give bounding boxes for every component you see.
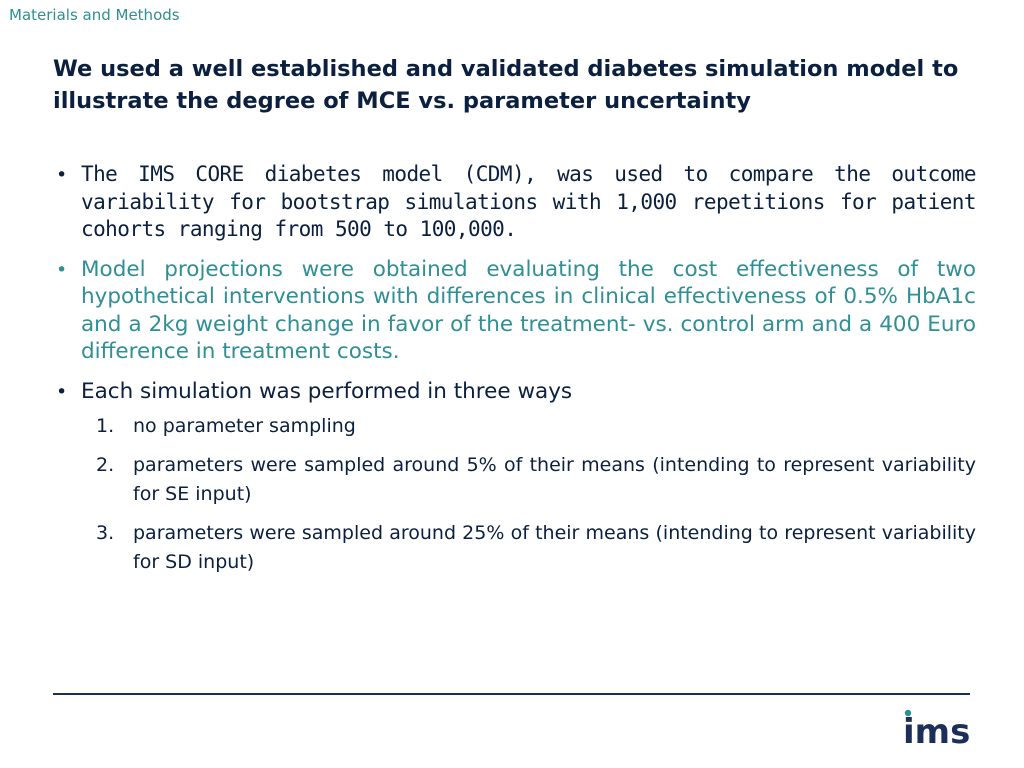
numbered-item [96,412,976,441]
numbered-list [96,412,976,577]
bullet-item-projections [56,256,976,366]
footer-divider [53,693,970,695]
numbered-item-text: no parameter sampling [133,414,356,437]
numbered-item [96,451,976,509]
bullet-text-simulation: Each simulation was performed in three ways [81,378,573,404]
bullet-item-model [56,161,976,244]
bullet-item-simulation [56,378,976,406]
bullet-list [56,161,976,587]
bullet-text-model: The IMS CORE diabetes model (CDM), was used to compare the outcome variability for bootstrap simulations with 1,000 repetitions for patient cohorts ranging from 500 to 100,000. [81,162,976,241]
bullet-text-projections: Model projections were obtained evaluating the cost effectiveness of two hypothetical interventions with differences in clinical effectiveness of 0.5% HbA1c and a 2kg weight change in favor of the treatment- vs. control arm and a 400 Euro difference in treatment costs. [81,256,976,364]
ims-logo-text: ims [903,712,971,747]
numbered-item-text: parameters were sampled around 25% of their means (intending to represent variability for SD input) [133,521,976,573]
section-label: Materials and Methods [9,6,180,24]
numbered-item-index: 2. [96,453,115,476]
numbered-item-index: 3. [96,521,115,544]
numbered-item-index: 1. [96,414,115,437]
bullet-marker: • [56,164,68,186]
numbered-item [96,519,976,577]
bullet-marker: • [56,380,68,403]
bullet-marker: • [56,258,68,281]
numbered-item-text: parameters were sampled around 5% of their means (intending to represent variability for SE input) [133,453,976,505]
slide-title: We used a well established and validated diabetes simulation model to illustrate the degree of MCE vs. parameter uncertainty [53,56,959,114]
ims-logo [903,707,973,747]
